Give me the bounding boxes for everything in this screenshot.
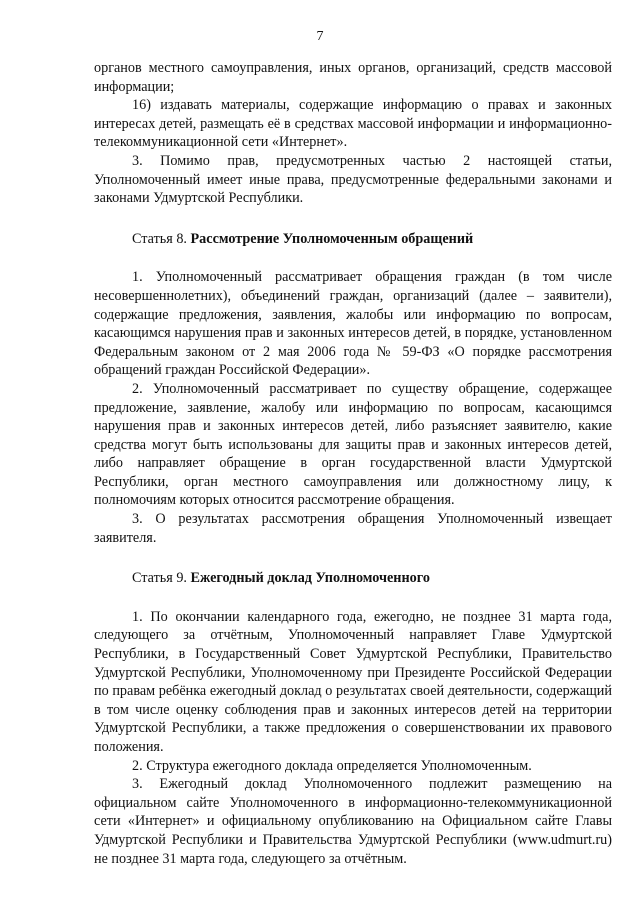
spacer — [94, 208, 612, 230]
article-9-paragraph-1: 1. По окончании календарного года, ежегодно, не позднее 31 марта года, следующего за отчётным, Уполномоченный направляет Главе Удмуртской Республики, в Государственный Совет Удмуртской Республики, Правительство Удмуртской Республики, Уполномоченному при Президенте Российской Федерации по правам ребёнка ежегодный доклад о результатах своей деятельности, содержащий в том числе оценку соблюдения прав и законных интересов детей на территории Удмуртской Республики, а также предложения о совершенствовании их правового положения. — [94, 608, 612, 755]
article-8-paragraph-2: 2. Уполномоченный рассматривает по существу обращение, содержащее предложение, заявление, жалобу или информацию по вопросам, касающимся нарушения прав и законных интересов детей, либо разъясняет заявителю, какие средства могут быть использованы для защиты прав и законных интересов детей, либо направляет обращение в орган государственной власти Удмуртской Республики, орган местного самоуправления или должностному лицу, к полномочиям которых относится рассмотрение обращения. — [94, 380, 612, 509]
article-8-title: Рассмотрение Уполномоченным обращений — [190, 230, 474, 247]
article-9-label: Статья 9. — [132, 570, 191, 587]
article-9-title: Ежегодный доклад Уполномоченного — [190, 570, 430, 587]
spacer — [94, 588, 612, 608]
article-9-paragraph-2: 2. Структура ежегодного доклада определяется Уполномоченным. — [132, 757, 532, 774]
spacer — [94, 248, 612, 268]
article-9-paragraph-3: 3. Ежегодный доклад Уполномоченного подлежит размещению на официальном сайте Уполномоченного в информационно-телекоммуникационной сети «Интернет» и официальному опубликованию на Официальном сайте Главы Удмуртской Республики и Правительства Удмуртской Республики (www.udmurt.ru) не позднее 31 марта года, следующего за отчётным. — [94, 776, 612, 867]
page-number: 7 — [316, 29, 324, 44]
intro-paragraph-1: органов местного самоуправления, иных органов, организаций, средств массовой информации; — [94, 60, 612, 95]
document-body — [94, 59, 612, 868]
article-8-label: Статья 8. — [132, 230, 191, 247]
article-8-paragraph-1: 1. Уполномоченный рассматривает обращения граждан (в том числе несовершеннолетних), объединений граждан, организаций (далее – заявители), содержащие предложения, заявления, жалобы или информацию по вопросам, касающимся нарушения прав и законных интересов детей, в порядке, установленном Федеральным законом от 2 мая 2006 года № 59-ФЗ «О порядке рассмотрения обращений граждан Российской Федерации». — [94, 269, 612, 379]
article-9-heading — [94, 569, 612, 588]
intro-paragraph-2: 16) издавать материалы, содержащие информацию о правах и законных интересах детей, размещать её в средствах массовой информации и информационно-телекоммуникационной сети «Интернет». — [94, 97, 612, 151]
intro-paragraph-3: 3. Помимо прав, предусмотренных частью 2 настоящей статьи, Уполномоченный имеет иные права, предусмотренные федеральными законами и законами Удмуртской Республики. — [94, 152, 612, 207]
article-8-paragraph-3: 3. О результатах рассмотрения обращения Уполномоченный извещает заявителя. — [94, 511, 612, 546]
article-8-heading — [94, 230, 612, 249]
spacer — [94, 547, 612, 569]
